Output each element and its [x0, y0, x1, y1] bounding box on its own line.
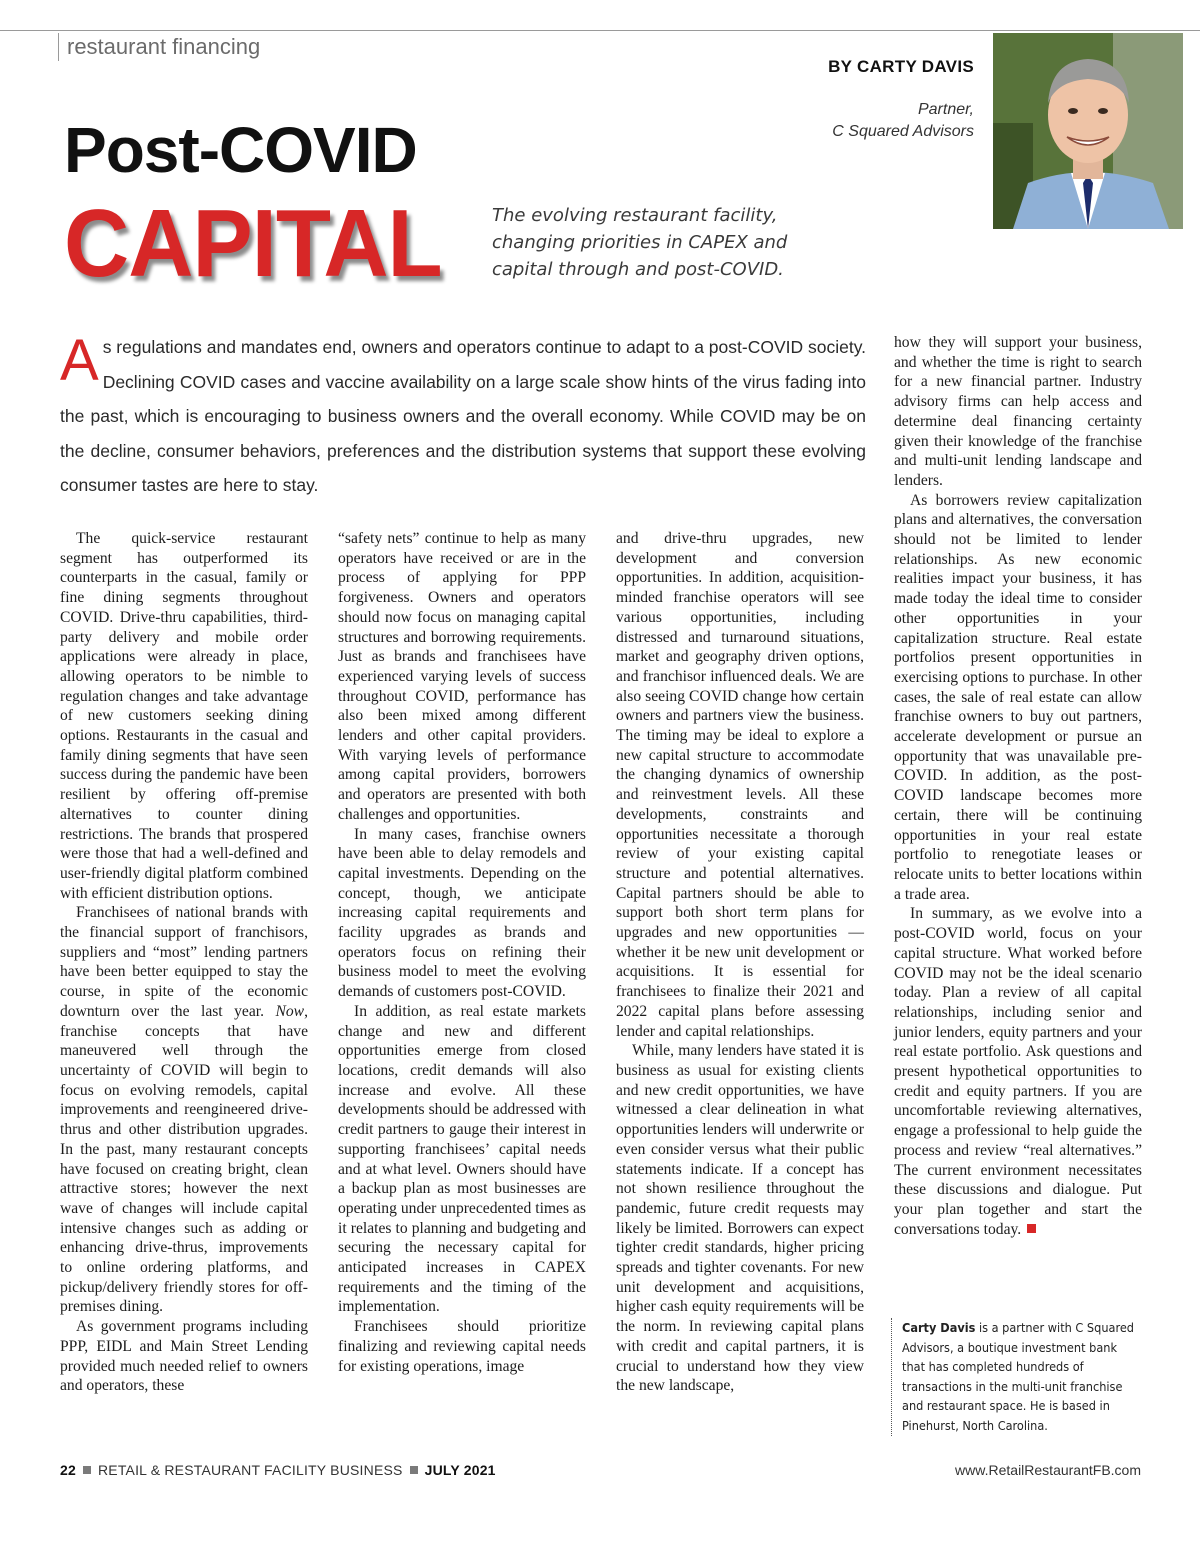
- column-2: [338, 529, 586, 1376]
- column-4: [894, 333, 1142, 1239]
- page-number: 22: [60, 1462, 76, 1478]
- section-label: restaurant financing: [58, 33, 260, 61]
- byline: BY CARTY DAVIS: [828, 57, 974, 76]
- paragraph: While, many lenders have stated it is business as usual for existing clients and new credit opportunities, we have witnessed a clear delineation in what opportunities lenders will underwrite or even consider versus what their public statements indicate. If a concept has not shown resilience throughout the pandemic, future credit requests may likely be limited. Borrowers can expect tighter credit standards, higher pricing spreads and tighter covenants. For new unit development and acquisitions, higher cash equity requirements will be the norm. In reviewing capital plans with credit and capital partners, it is crucial to understand how they view the new landscape,: [616, 1042, 864, 1395]
- deck-line-3: capital through and post-COVID.: [492, 259, 784, 280]
- footer-folio: [60, 1462, 496, 1478]
- title-line-1: Post-COVID: [64, 114, 417, 186]
- author-bio: [891, 1318, 1141, 1436]
- paragraph: As borrowers review capitalization plans and alternatives, the conversation should not be limited to lender relationships. As new economic realities impact your business, it has made today the ideal time to consider other opportunities in your capitalization structure. Real estate portfolios present opportunities in exercising options to purchase. In other cases, the sale of real estate can allow franchise owners to buy out partners, accelerate development or pursue an opportunity that was unavailable pre-COVID. In addition, as the post-COVID landscape becomes more certain, there will be continuing opportunities in your real estate portfolio to renegotiate leases or relocate units to better locations within a trade area.: [894, 491, 1142, 903]
- footer-url-link[interactable]: www.RetailRestaurantFB.com: [955, 1462, 1141, 1478]
- paragraph: The quick-service restaurant segment has outperformed its counterparts in the casual, family or fine dining segments throughout COVID. Drive-thru capabilities, third-party delivery and mobile order applications were already in place, allowing operators to be nimble to regulation changes and take advantage of new customers seeking dining options. Restaurants in the casual and family dining segments that have seen success during the pandemic have been resilient by offering off-premise alternatives to counter dining restrictions. The brands that prospered were those that had a well-defined and user-friendly digital platform combined with efficient distribution options.: [60, 530, 308, 902]
- bio-text: is a partner with C Squared Advisors, a boutique investment bank that has completed hundreds of transactions in the multi-unit franchise and restaurant space. He is based in Pinehurst, North Carolina.: [902, 1320, 1134, 1433]
- column-1: [60, 529, 308, 1396]
- publication-name: RETAIL & RESTAURANT FACILITY BUSINESS: [97, 1462, 403, 1478]
- author-company: C Squared Advisors: [832, 123, 974, 140]
- lede-text: s regulations and mandates end, owners and operators continue to adapt to a post-COVID society. Declining COVID cases and vaccine availability on a large scale show hints of the virus fading into the past, which is encouraging to business owners and the overall economy. While COVID may be on the decline, consumer behaviors, preferences and the distribution systems that support these evolving consumer tastes are here to stay.: [60, 337, 867, 495]
- paragraph: As government programs including PPP, EIDL and Main Street Lending provided much needed relief to owners and operators, these: [60, 1318, 308, 1395]
- title-line-2: CAPITAL: [64, 190, 442, 297]
- paragraph: Franchisees should prioritize finalizing and reviewing capital needs for existing operations, image: [338, 1318, 586, 1375]
- end-mark-icon: [1027, 1224, 1036, 1233]
- paragraph: In many cases, franchise owners have been able to delay remodels and capital investments. Depending on the concept, though, we anticipate increasing capital requirements and facility upgrades as brands and operators focus on refining their business model to meet the evolving demands of customers post-COVID.: [338, 825, 586, 1001]
- paragraph: In addition, as real estate markets change and new and different opportunities emerge from closed locations, credit demands will also increase and evolve. All these developments should be addressed with credit partners to gauge their interest in supporting franchisees’ capital needs and at what level. Owners should have a backup plan as most businesses are operating under unprecedented times as it relates to planning and budgeting and securing the necessary capital for anticipated increases in CAPEX requirements and the timing of the implementation.: [338, 1002, 586, 1316]
- author-role: [714, 99, 974, 143]
- square-bullet-icon: [83, 1466, 91, 1474]
- deck-line-1: The evolving restaurant facility,: [492, 205, 778, 226]
- top-rule: [0, 30, 1200, 31]
- column-3: [616, 529, 864, 1396]
- lede-paragraph: [60, 330, 866, 503]
- author-role-title: Partner,: [917, 101, 974, 118]
- deck: [492, 202, 852, 283]
- paragraph: and drive-thru upgrades, new development and conversion opportunities. In addition, acquisition-minded franchise operators will see various opportunities, including distressed and turnaround situations, market and geography driven options, and franchisor influenced deals. We are also seeing COVID change how certain owners and partners view the business. The timing may be ideal to explore a new capital structure to accommodate the changing dynamics of ownership and reinvestment levels. All these developments, constraints and opportunities necessitate a thorough review of your existing capital structure and potential alternatives. Capital partners should be able to support both short term plans for upgrades and new opportunities — whether it be new unit development or acquisitions. It is essential for franchisees to finalize their 2021 and 2022 capital plans before assessing lender and capital relationships.: [616, 530, 864, 1040]
- paragraph: Franchisees of national brands with the financial support of franchisors, suppliers and “most” lending partners have been better equipped to stay the course, in spite of the economic downturn over the last year. Now, franchise concepts that have maneuvered well through the uncertainty of COVID will begin to focus on evolving remodels, capital improvements and reengineered drive-thrus and other distribution upgrades. In the past, many restaurant concepts have focused on creating bright, clean attractive stores; however the next wave of changes will include capital intensive changes such as adding or enhancing drive-thrus, improvements to online ordering platforms, and pickup/delivery friendly stores for off-premises dining.: [60, 904, 308, 1316]
- deck-line-2: changing priorities in CAPEX and: [492, 232, 788, 253]
- author-portrait-illustration: [993, 33, 1183, 229]
- issue-date: JULY 2021: [424, 1462, 496, 1478]
- paragraph: how they will support your business, and whether the time is right to search for a new financial partner. Industry advisory firms can help access and determine deal financing certainty given their knowledge of the franchise and multi-unit lending landscape and lenders.: [894, 334, 1142, 489]
- paragraph: “safety nets” continue to help as many operators have received or are in the process of applying for PPP forgiveness. Owners and operators should now focus on managing capital structures and borrowing requirements. Just as brands and franchisees have experienced varying levels of success throughout COVID, performance has also been mixed among different lenders and other capital providers. With varying levels of performance among capital providers, borrowers and operators are presented with both challenges and opportunities.: [338, 530, 586, 823]
- paragraph: In summary, as we evolve into a post-COVID world, focus on your capital structure. What worked before COVID may not be the ideal scenario today. Plan a review of all capital relationships, including senior and junior lenders, equity partners and your real estate portfolio. Ask questions and present hypothetical opportunities to credit and equity partners. If you are uncomfortable reviewing alternatives, engage a professional to help guide the process and review “real alternatives.” The current environment necessitates these discussions and dialogue. Put your plan together and start the conversations today.: [894, 905, 1142, 1238]
- bio-name: Carty Davis: [902, 1320, 976, 1335]
- author-photo: [993, 33, 1183, 229]
- drop-cap: A: [60, 328, 99, 393]
- square-bullet-icon: [410, 1466, 418, 1474]
